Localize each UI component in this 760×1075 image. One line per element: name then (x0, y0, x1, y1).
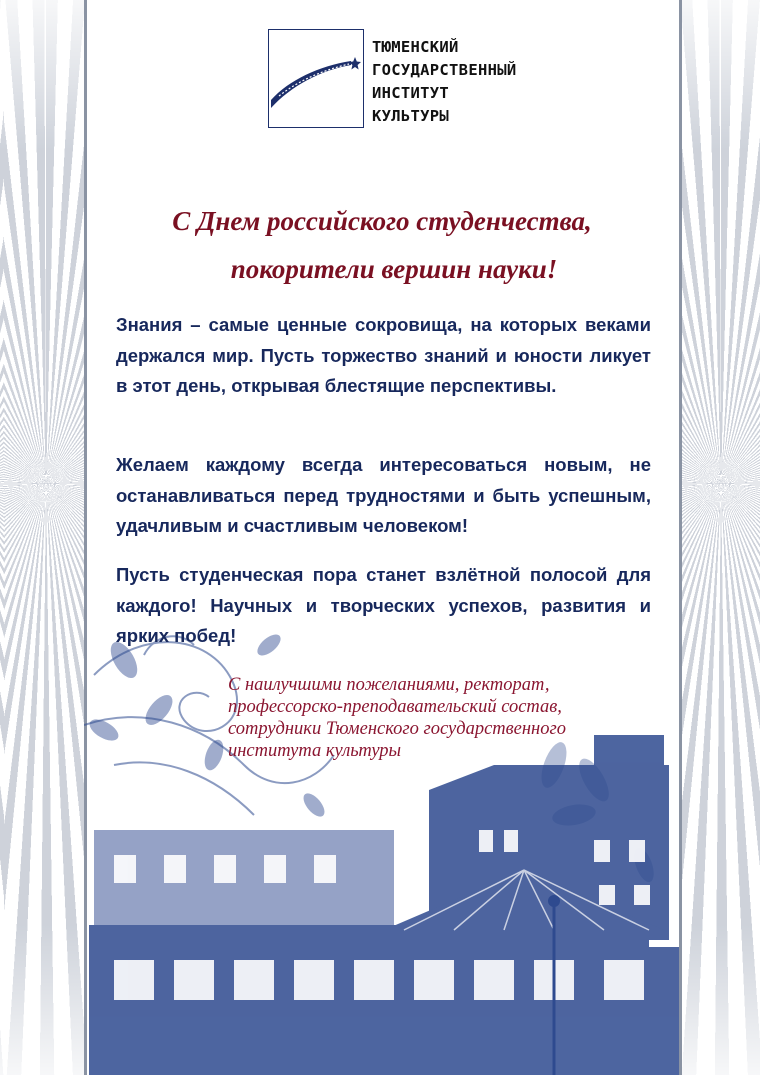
paragraph-knowledge: Знания – самые ценные сокровища, на которых веками держался мир. Пусть торжество знаний и юности ликует в этот день, открывая блестящие перспективы. (116, 314, 651, 396)
paragraph-wishes: Желаем каждому всегда интересоваться новым, не останавливаться перед трудностями и быть успешным, удачливым и счастливым человеком! (116, 454, 651, 536)
signature-block (228, 674, 668, 762)
institute-name (372, 36, 516, 128)
institute-name-line: ГОСУДАРСТВЕННЫЙ (372, 61, 517, 79)
signature-line: института культуры (228, 741, 402, 761)
signature-line: сотрудники Тюменского государственного (228, 719, 566, 739)
headline-line-2: покорители вершин науки! (230, 254, 558, 284)
right-background-fade (682, 0, 760, 1075)
star-comet-icon (269, 30, 362, 126)
institute-name-line: ИНСТИТУТ (372, 84, 450, 102)
paragraph-student-years: Пусть студенческая пора станет взлётной полосой для каждого! Научных и творческих успехов, развития и ярких побед! (116, 564, 651, 646)
signature-line: профессорско-преподавательский состав, (228, 697, 562, 717)
left-background-fade (0, 0, 84, 1075)
institute-name-line: КУЛЬТУРЫ (372, 107, 450, 125)
institute-logo (268, 29, 364, 128)
headline-line-1: С Днем российского студенчества, (172, 206, 592, 236)
signature-line: С наилучшими пожеланиями, ректорат, (228, 675, 550, 695)
institute-name-line: ТЮМЕНСКИЙ (372, 38, 459, 56)
